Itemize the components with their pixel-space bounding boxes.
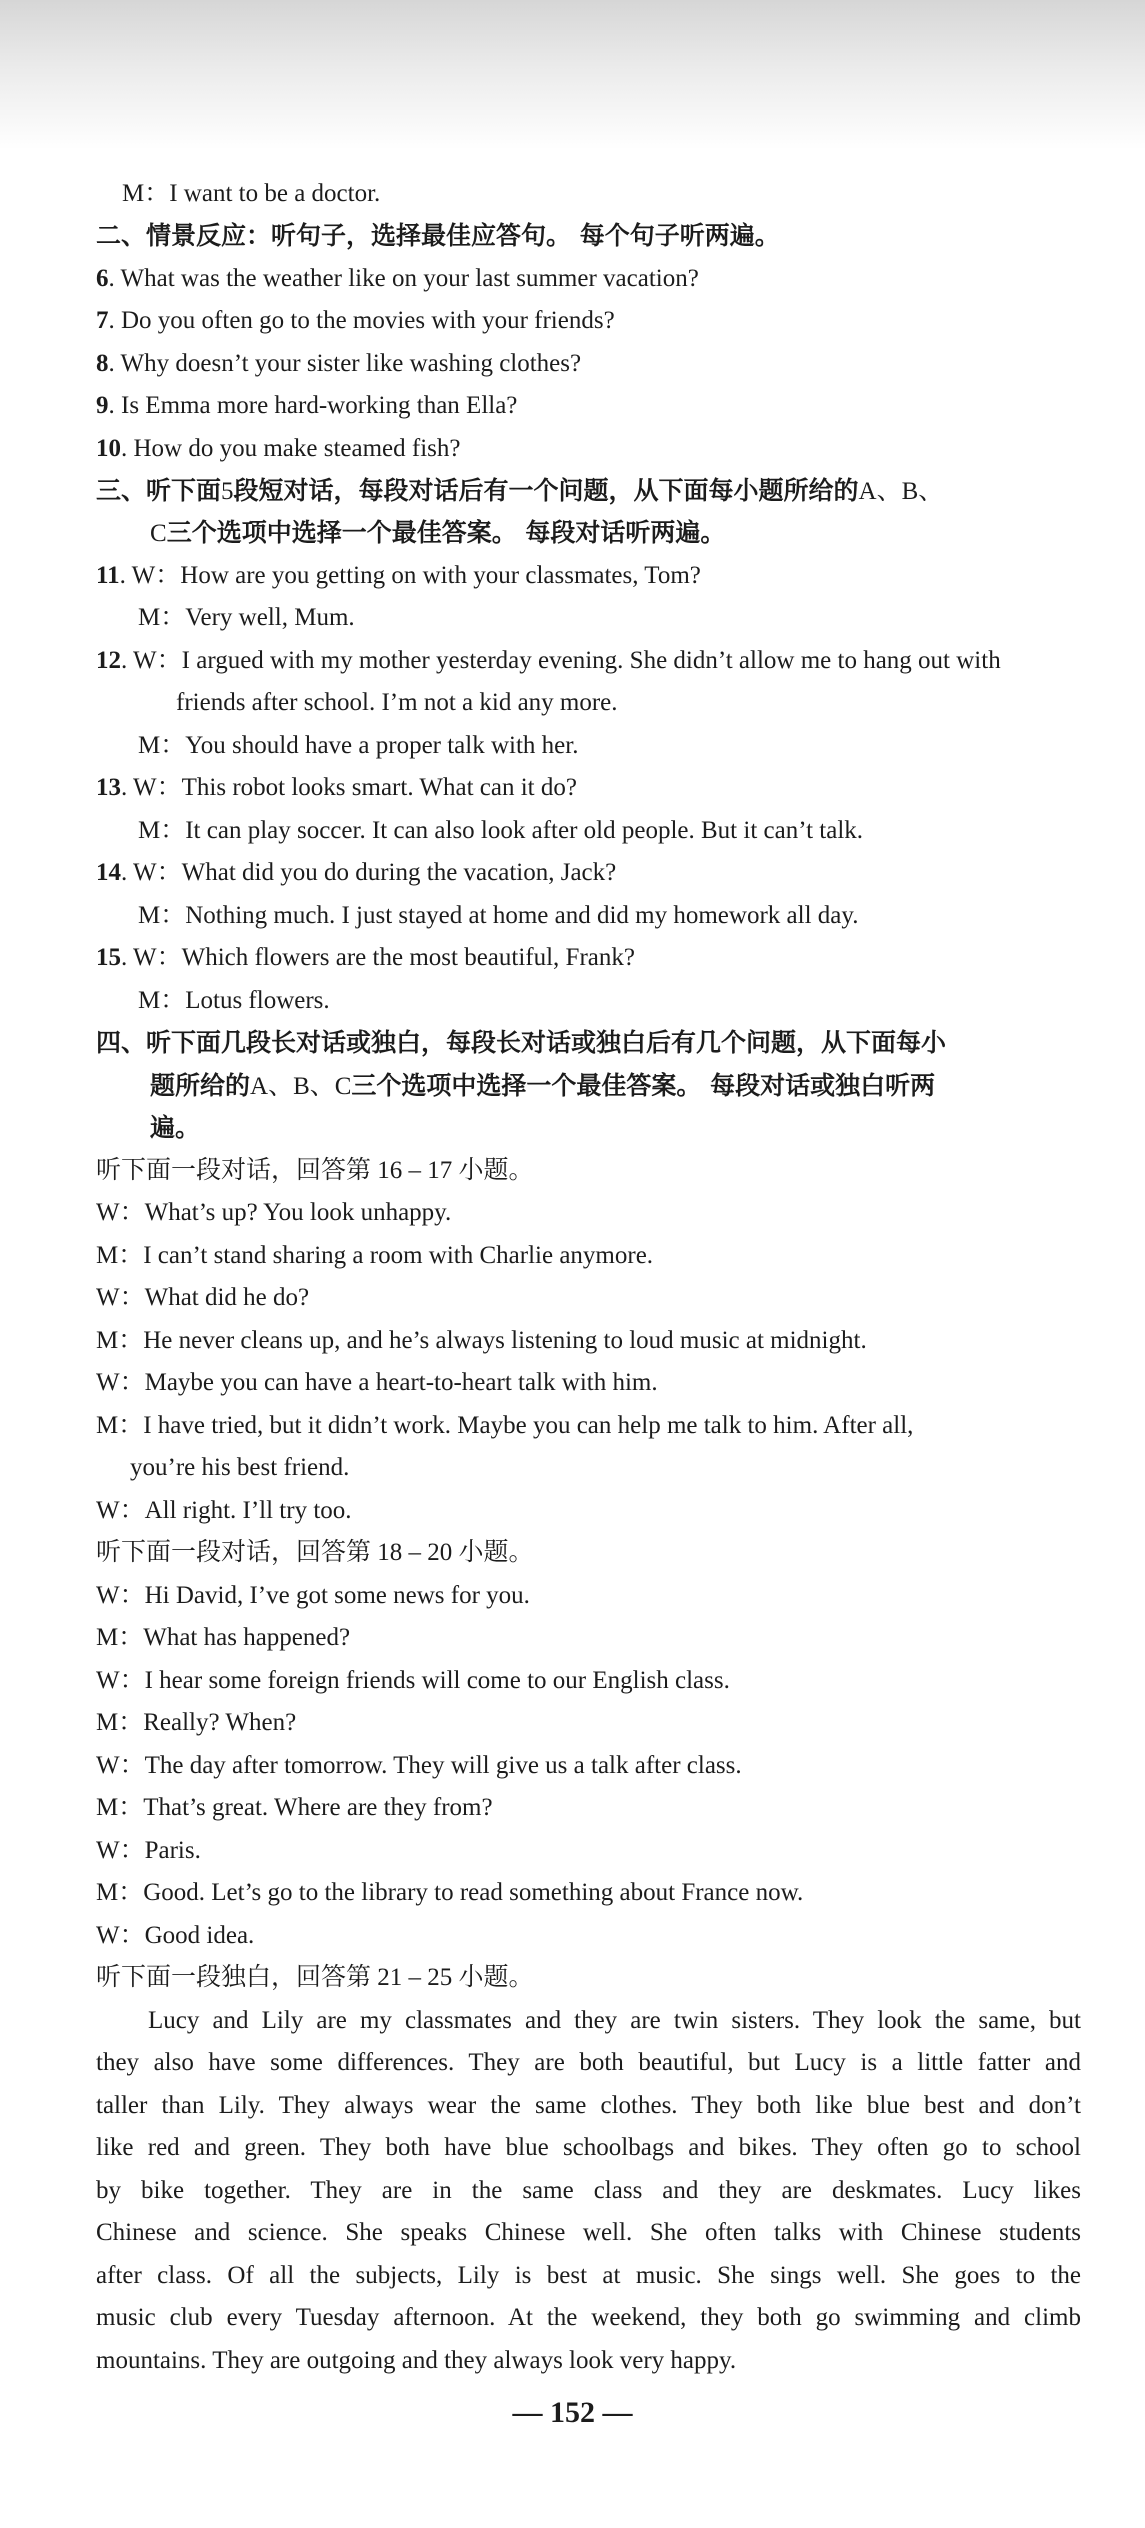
dialogue-line: M：Lotus flowers. — [138, 987, 330, 1014]
paragraph-line: Lucy and Lily are my classmates and they are twin sisters. They look the same, but — [148, 2007, 1081, 2034]
section-4-heading: 四、听下面几段长对话或独白，每段长对话或独白后有几个问题，从下面每小 — [96, 1028, 947, 1057]
dialogue-line: M：I have tried, but it didn’t work. Maybe you can help me talk to him. After all, — [96, 1412, 914, 1439]
question-number: 15 — [96, 944, 121, 971]
paragraph-line: music club every Tuesday afternoon. At the weekend, they both go swimming and climb — [96, 2304, 1081, 2331]
page-number: — 152 — — [512, 2396, 633, 2429]
dialogue-line: M：I can’t stand sharing a room with Charlie anymore. — [96, 1242, 654, 1269]
dialogue-line: M：That’s great. Where are they from? — [96, 1794, 493, 1821]
question-number: 11 — [96, 562, 120, 589]
dialogue-line: W：Good idea. — [96, 1922, 255, 1949]
dialogue-line: W：Hi David, I’ve got some news for you. — [96, 1582, 530, 1609]
question-text: . How do you make steamed fish? — [121, 435, 461, 462]
paragraph-line: mountains. They are outgoing and they always look very happy. — [96, 2347, 737, 2374]
question-11 — [96, 558, 701, 594]
question-10 — [96, 431, 461, 467]
dialogue-line: M：What has happened? — [96, 1624, 351, 1651]
question-text: . Do you often go to the movies with your friends? — [108, 307, 615, 334]
question-6 — [96, 261, 699, 297]
subsection-instruction: 听下面一段对话，回答第 18 – 20 小题。 — [96, 1539, 534, 1566]
dialogue-line: W：What did he do? — [96, 1284, 310, 1311]
dialogue-line: friends after school. I’m not a kid any more. — [176, 689, 618, 716]
dialogue-line: W：Paris. — [96, 1837, 201, 1864]
question-number: 12 — [96, 647, 121, 674]
dialogue-line: M：Very well, Mum. — [138, 604, 355, 631]
question-14 — [96, 855, 616, 891]
question-15 — [96, 940, 635, 976]
section-2-heading: 二、情景反应：听句子，选择最佳应答句。 每个句子听两遍。 — [96, 221, 780, 250]
question-text: . W：This robot looks smart. What can it do? — [121, 774, 577, 801]
question-text: . W：What did you do during the vacation, Jack? — [121, 859, 617, 886]
question-text: . Is Emma more hard-working than Ella? — [108, 392, 518, 419]
paragraph-line: after class. Of all the subjects, Lily is best at music. She sings well. She goes to the — [96, 2262, 1081, 2289]
question-number: 6 — [96, 265, 109, 292]
question-text: . W：How are you getting on with your classmates, Tom? — [119, 562, 701, 589]
dialogue-line: W：I hear some foreign friends will come to our English class. — [96, 1667, 730, 1694]
question-number: 13 — [96, 774, 121, 801]
dialogue-line: M：I want to be a doctor. — [122, 180, 381, 207]
question-number: 8 — [96, 350, 109, 377]
dialogue-line: M：It can play soccer. It can also look after old people. But it can’t talk. — [138, 817, 864, 844]
dialogue-line: M：You should have a proper talk with her. — [138, 732, 579, 759]
paragraph-line: like red and green. They both have blue schoolbags and bikes. They often go to school — [96, 2134, 1081, 2161]
dialogue-line: M：Really? When? — [96, 1709, 297, 1736]
paragraph-line: they also have some differences. They are both beautiful, but Lucy is a little fatter and — [96, 2049, 1081, 2076]
question-7 — [96, 303, 615, 339]
question-number: 14 — [96, 859, 121, 886]
question-text: . Why doesn’t your sister like washing clothes? — [108, 350, 582, 377]
question-text: . W：I argued with my mother yesterday evening. She didn’t allow me to hang out with — [121, 647, 1001, 674]
section-3-heading-cont: C三个选项中选择一个最佳答案。 每段对话听两遍。 — [150, 518, 726, 547]
dialogue-line: W：Maybe you can have a heart-to-heart talk with him. — [96, 1369, 658, 1396]
paragraph-line: by bike together. They are in the same class and they are deskmates. Lucy likes — [96, 2177, 1081, 2204]
subsection-instruction: 听下面一段独白，回答第 21 – 25 小题。 — [96, 1964, 534, 1991]
question-13 — [96, 770, 577, 806]
dialogue-line: you’re his best friend. — [130, 1454, 350, 1481]
dialogue-line: W：The day after tomorrow. They will give us a talk after class. — [96, 1752, 742, 1779]
question-8 — [96, 346, 581, 382]
section-4-heading-cont: 遍。 — [150, 1113, 201, 1142]
section-4-heading-cont: 题所给的A、B、C三个选项中选择一个最佳答案。 每段对话或独白听两 — [150, 1071, 936, 1100]
question-12 — [96, 643, 1001, 679]
question-number: 7 — [96, 307, 109, 334]
question-text: . What was the weather like on your last summer vacation? — [108, 265, 699, 292]
dialogue-line: M：Nothing much. I just stayed at home and did my homework all day. — [138, 902, 859, 929]
paragraph-line: Chinese and science. She speaks Chinese well. She often talks with Chinese students — [96, 2219, 1081, 2246]
section-3-heading: 三、听下面5段短对话，每段对话后有一个问题，从下面每小题所给的A、B、 — [96, 476, 944, 505]
dialogue-line: M：Good. Let’s go to the library to read something about France now. — [96, 1879, 804, 1906]
question-text: . W：Which flowers are the most beautiful, Frank? — [121, 944, 635, 971]
dialogue-line: W：What’s up? You look unhappy. — [96, 1199, 452, 1226]
question-9 — [96, 388, 517, 424]
scan-top-shadow — [0, 0, 1145, 150]
dialogue-line: M：He never cleans up, and he’s always listening to loud music at midnight. — [96, 1327, 867, 1354]
paragraph-line: taller than Lily. They always wear the same clothes. They both like blue best and don’t — [96, 2092, 1081, 2119]
question-number: 9 — [96, 392, 109, 419]
subsection-instruction: 听下面一段对话，回答第 16 – 17 小题。 — [96, 1157, 534, 1184]
question-number: 10 — [96, 435, 121, 462]
dialogue-line: W：All right. I’ll try too. — [96, 1497, 352, 1524]
